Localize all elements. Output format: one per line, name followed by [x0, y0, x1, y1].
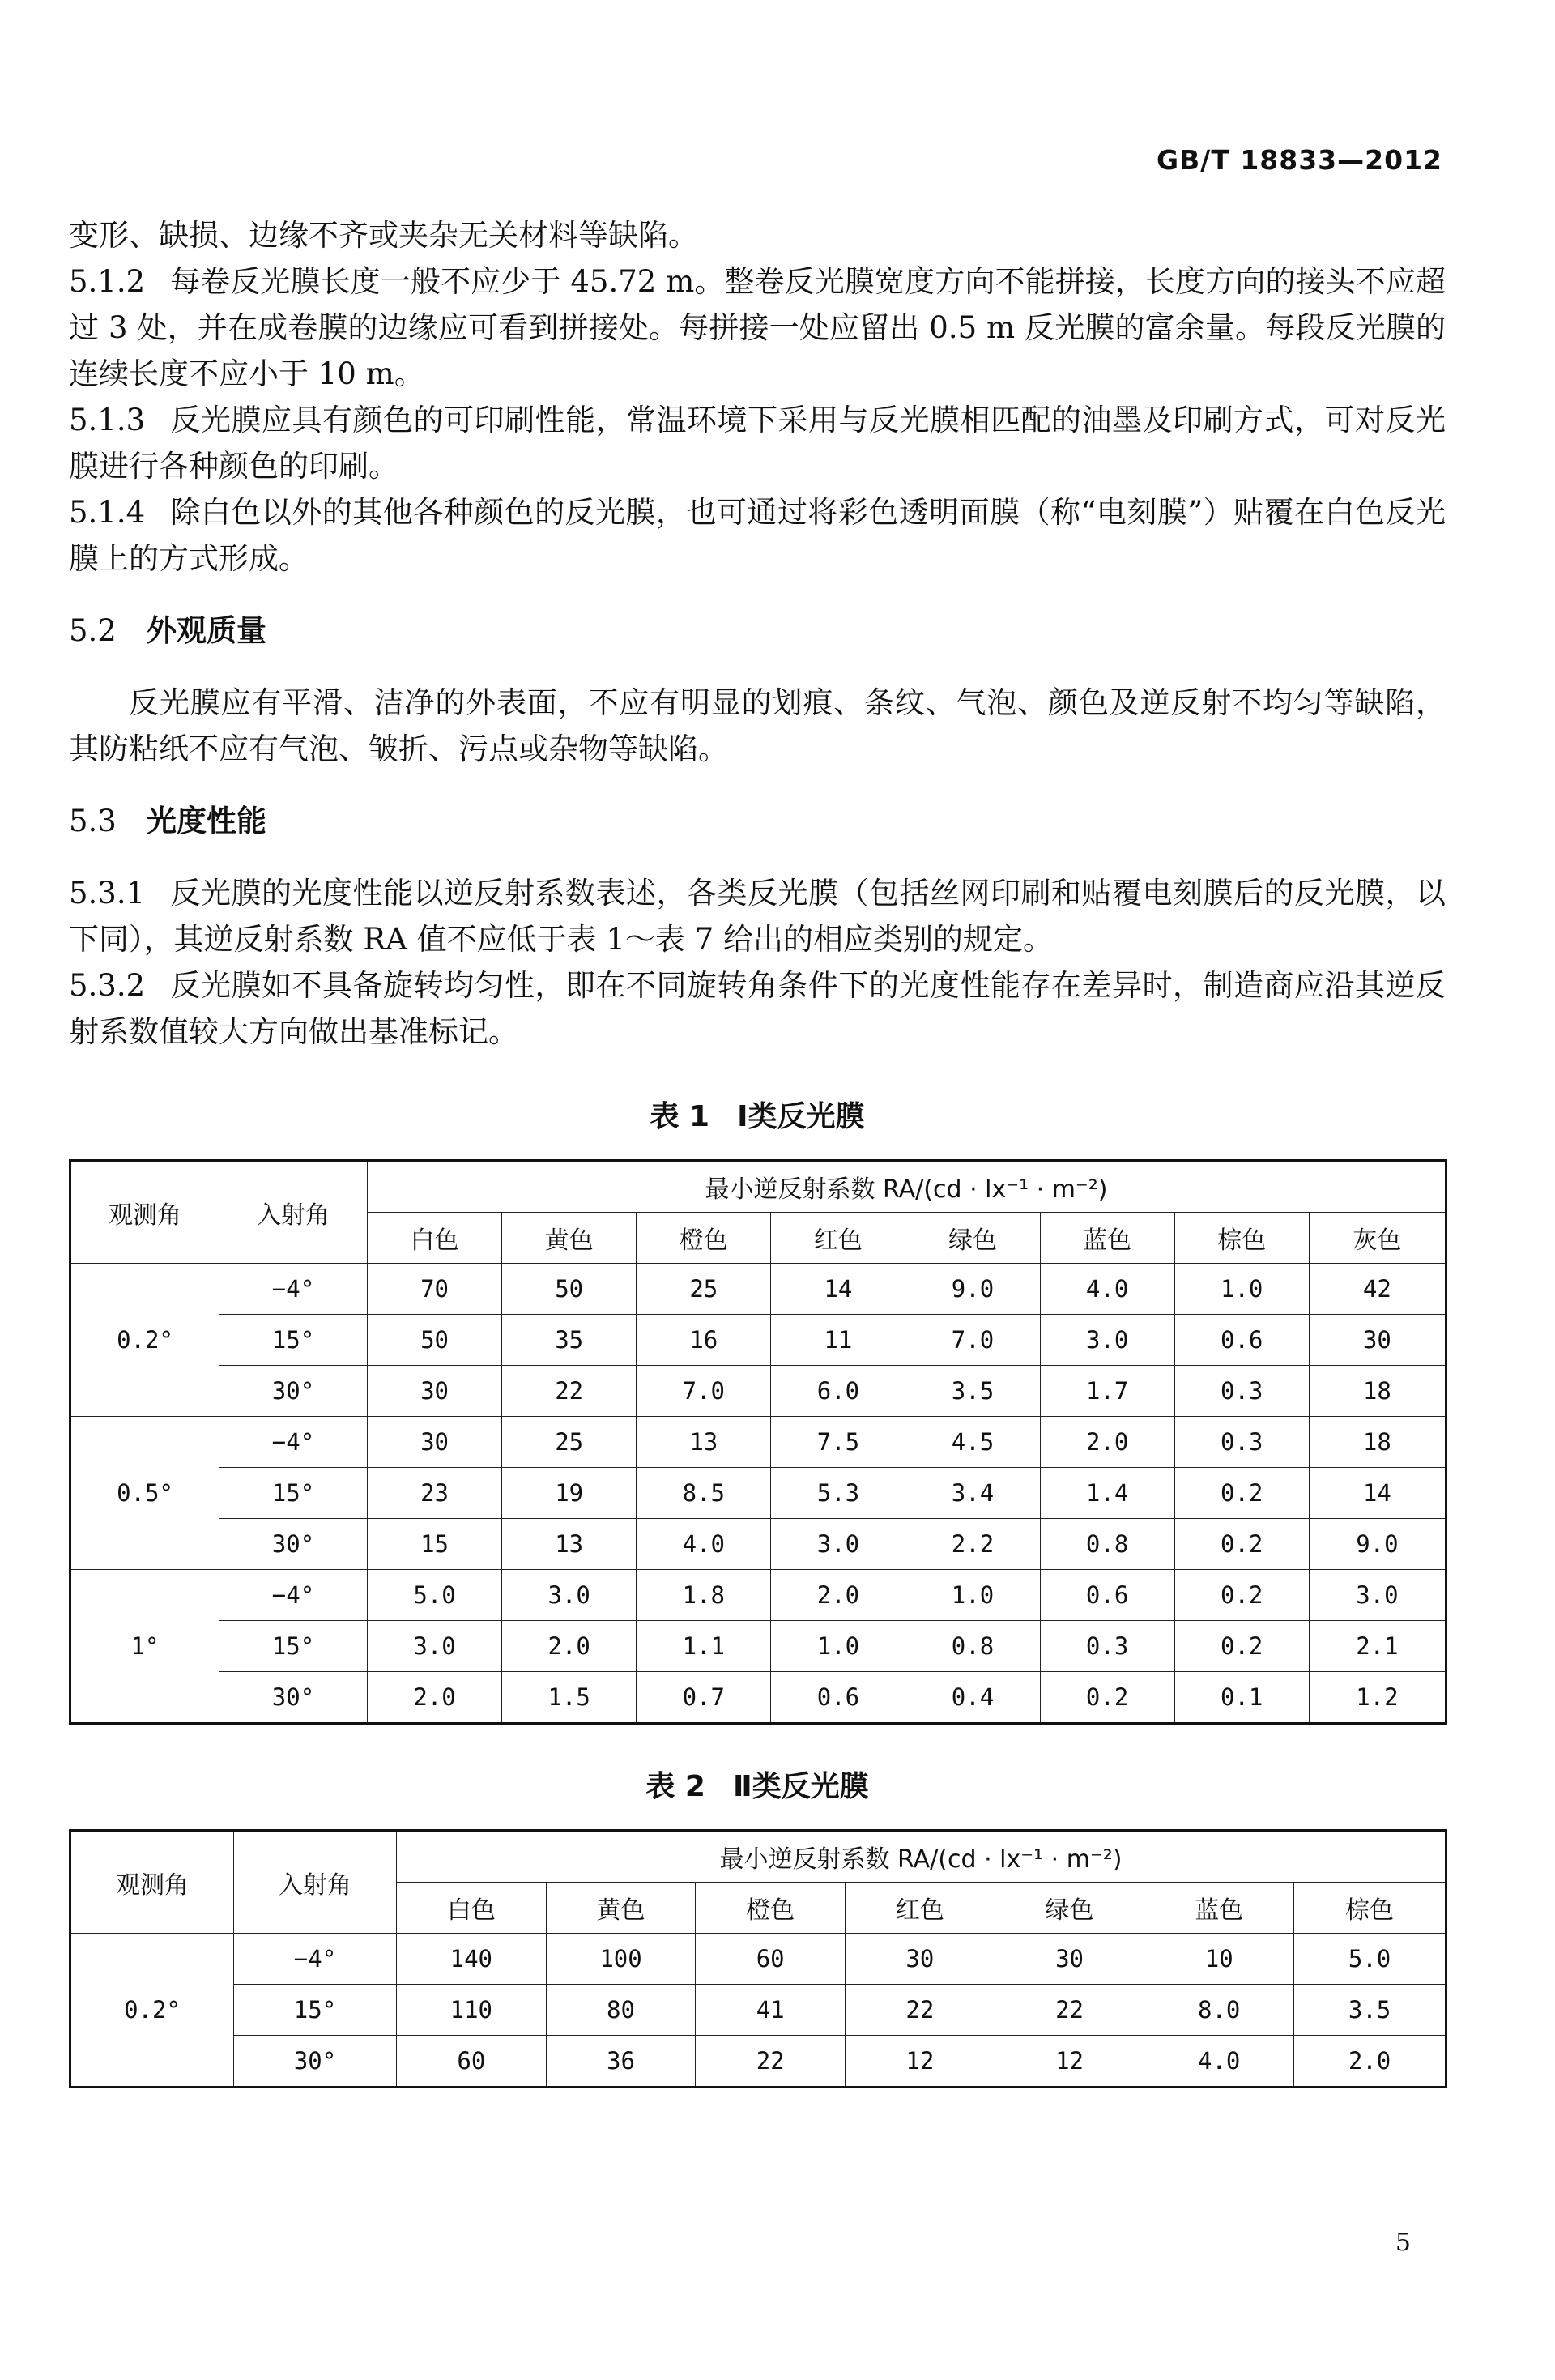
value-cell: 18 [1309, 1417, 1446, 1468]
header-color: 橙色 [637, 1213, 771, 1264]
value-cell: 80 [546, 1985, 696, 2036]
value-cell: 7.0 [637, 1366, 771, 1417]
header-color: 黄色 [502, 1213, 637, 1264]
value-cell: 6.0 [771, 1366, 905, 1417]
value-cell: 9.0 [1309, 1519, 1446, 1570]
value-cell: 1.0 [771, 1621, 905, 1672]
value-cell: 3.0 [1309, 1570, 1446, 1621]
value-cell: 0.8 [1040, 1519, 1174, 1570]
incidence-angle-cell: 30° [219, 1366, 368, 1417]
value-cell: 2.2 [905, 1519, 1040, 1570]
value-cell: 22 [696, 2036, 846, 2088]
value-cell: 12 [995, 2036, 1144, 2088]
value-cell: 2.0 [1294, 2036, 1446, 2088]
section-number: 5.2 [69, 613, 117, 648]
value-cell: 100 [546, 1934, 696, 1985]
value-cell: 3.0 [502, 1570, 637, 1621]
incidence-angle-cell: 15° [219, 1621, 368, 1672]
table-number: 表 1 [650, 1100, 710, 1133]
clause-5-1-3 [69, 397, 1446, 489]
section-heading-5-2 [69, 608, 1446, 654]
value-cell: 14 [771, 1264, 905, 1315]
page-body [69, 212, 1446, 2088]
table-number: 表 2 [645, 1770, 705, 1803]
header-incidence-angle: 入射角 [219, 1161, 368, 1264]
value-cell: 1.2 [1309, 1672, 1446, 1724]
clause-text: 每卷反光膜长度一般不应少于 45.72 m。整卷反光膜宽度方向不能拼接，长度方向的接头不应超过 3 处，并在成卷膜的边缘应可看到拼接处。每拼接一处应留出 0.5 m 反光膜的富余量。每段反光膜的连续长度不应小于 10 m。 [69, 264, 1446, 391]
value-cell: 1.5 [502, 1672, 637, 1724]
section-5-2-body: 反光膜应有平滑、洁净的外表面，不应有明显的划痕、条纹、气泡、颜色及逆反射不均匀等缺陷，其防粘纸不应有气泡、皱折、污点或杂物等缺陷。 [69, 685, 1446, 766]
incidence-angle-cell: −4° [219, 1417, 368, 1468]
value-cell: 1.0 [905, 1570, 1040, 1621]
clause-text: 除白色以外的其他各种颜色的反光膜，也可通过将彩色透明面膜（称“电刻膜”）贴覆在白色反光膜上的方式形成。 [69, 495, 1446, 576]
value-cell: 12 [846, 2036, 995, 2088]
incidence-angle-cell: 30° [234, 2036, 397, 2088]
page-number: 5 [1395, 2229, 1411, 2257]
value-cell: 1.8 [637, 1570, 771, 1621]
value-cell: 19 [502, 1468, 637, 1519]
value-cell: 23 [368, 1468, 502, 1519]
value-cell: 5.0 [368, 1570, 502, 1621]
incidence-angle-cell: 15° [234, 1985, 397, 2036]
value-cell: 0.2 [1174, 1468, 1309, 1519]
incidence-angle-cell: −4° [234, 1934, 397, 1985]
table-row [70, 1985, 1446, 2036]
incidence-angle-cell: 15° [219, 1468, 368, 1519]
table-row [70, 1672, 1446, 1724]
value-cell: 41 [696, 1985, 846, 2036]
value-cell: 30 [846, 1934, 995, 1985]
standard-number: GB/T 18833—2012 [1157, 144, 1442, 176]
incidence-angle-cell: −4° [219, 1570, 368, 1621]
header-color: 棕色 [1174, 1213, 1309, 1264]
value-cell: 3.0 [1040, 1315, 1174, 1366]
header-min-retroreflection: 最小逆反射系数 RA/(cd · lx⁻¹ · m⁻²) [368, 1161, 1446, 1213]
header-color: 白色 [368, 1213, 502, 1264]
value-cell: 22 [846, 1985, 995, 2036]
section-title: 光度性能 [147, 804, 266, 838]
table-1-caption [69, 1094, 1446, 1135]
value-cell: 2.0 [1040, 1417, 1174, 1468]
value-cell: 11 [771, 1315, 905, 1366]
value-cell: 36 [546, 2036, 696, 2088]
value-cell: 22 [502, 1366, 637, 1417]
clause-number: 5.1.2 [69, 264, 146, 299]
value-cell: 50 [502, 1264, 637, 1315]
header-color: 绿色 [995, 1883, 1144, 1934]
value-cell: 0.3 [1040, 1621, 1174, 1672]
clause-number: 5.3.1 [69, 876, 146, 911]
value-cell: 70 [368, 1264, 502, 1315]
incidence-angle-cell: 30° [219, 1519, 368, 1570]
value-cell: 4.5 [905, 1417, 1040, 1468]
value-cell: 0.3 [1174, 1417, 1309, 1468]
value-cell: 22 [995, 1985, 1144, 2036]
clause-text: 反光膜如不具备旋转均匀性，即在不同旋转角条件下的光度性能存在差异时，制造商应沿其逆反射系数值较大方向做出基准标记。 [69, 968, 1446, 1049]
value-cell: 9.0 [905, 1264, 1040, 1315]
value-cell: 16 [637, 1315, 771, 1366]
value-cell: 0.4 [905, 1672, 1040, 1724]
value-cell: 0.7 [637, 1672, 771, 1724]
value-cell: 0.2 [1174, 1621, 1309, 1672]
section-title: 外观质量 [147, 613, 266, 648]
value-cell: 18 [1309, 1366, 1446, 1417]
value-cell: 3.0 [771, 1519, 905, 1570]
value-cell: 5.0 [1294, 1934, 1446, 1985]
clause-text: 反光膜的光度性能以逆反射系数表述，各类反光膜（包括丝网印刷和贴覆电刻膜后的反光膜，以下同），其逆反射系数 RA 值不应低于表 1～表 7 给出的相应类别的规定。 [69, 876, 1446, 957]
table-row [70, 1468, 1446, 1519]
observation-angle-cell: 0.2° [70, 1934, 234, 2088]
value-cell: 0.8 [905, 1621, 1040, 1672]
value-cell: 3.4 [905, 1468, 1040, 1519]
value-cell: 35 [502, 1315, 637, 1366]
value-cell: 1.1 [637, 1621, 771, 1672]
value-cell: 30 [1309, 1315, 1446, 1366]
paragraph-continuation: 变形、缺损、边缘不齐或夹杂无关材料等缺陷。 [69, 218, 698, 253]
clause-5-3-1 [69, 870, 1446, 962]
clause-text: 反光膜应具有颜色的可印刷性能，常温环境下采用与反光膜相匹配的油墨及印刷方式，可对反光膜进行各种颜色的印刷。 [69, 403, 1446, 484]
value-cell: 5.3 [771, 1468, 905, 1519]
header-color: 灰色 [1309, 1213, 1446, 1264]
value-cell: 3.0 [368, 1621, 502, 1672]
table-header-row [70, 1161, 1446, 1213]
header-observation-angle: 观测角 [70, 1831, 234, 1934]
value-cell: 8.5 [637, 1468, 771, 1519]
table-header-row [70, 1831, 1446, 1883]
value-cell: 1.0 [1174, 1264, 1309, 1315]
clause-5-1-2 [69, 258, 1446, 397]
header-color: 白色 [397, 1883, 547, 1934]
table-2-caption [69, 1764, 1446, 1805]
value-cell: 0.2 [1174, 1570, 1309, 1621]
table-row [70, 1264, 1446, 1315]
observation-angle-cell: 0.2° [70, 1264, 219, 1417]
table-title: Ⅱ类反光膜 [732, 1770, 869, 1803]
header-observation-angle: 观测角 [70, 1161, 219, 1264]
observation-angle-cell: 1° [70, 1570, 219, 1724]
value-cell: 4.0 [1144, 2036, 1294, 2088]
header-min-retroreflection: 最小逆反射系数 RA/(cd · lx⁻¹ · m⁻²) [397, 1831, 1446, 1883]
header-color: 蓝色 [1040, 1213, 1174, 1264]
clause-5-3-2 [69, 962, 1446, 1055]
table-title: Ⅰ类反光膜 [737, 1100, 865, 1133]
value-cell: 1.7 [1040, 1366, 1174, 1417]
value-cell: 3.5 [1294, 1985, 1446, 2036]
table-row [70, 2036, 1446, 2088]
value-cell: 30 [368, 1366, 502, 1417]
section-number: 5.3 [69, 804, 117, 838]
value-cell: 15 [368, 1519, 502, 1570]
table-row [70, 1519, 1446, 1570]
header-color: 棕色 [1294, 1883, 1446, 1934]
value-cell: 140 [397, 1934, 547, 1985]
incidence-angle-cell: 30° [219, 1672, 368, 1724]
value-cell: 13 [502, 1519, 637, 1570]
value-cell: 30 [368, 1417, 502, 1468]
value-cell: 110 [397, 1985, 547, 2036]
value-cell: 0.1 [1174, 1672, 1309, 1724]
table-row [70, 1315, 1446, 1366]
value-cell: 30 [995, 1934, 1144, 1985]
value-cell: 8.0 [1144, 1985, 1294, 2036]
header-incidence-angle: 入射角 [234, 1831, 397, 1934]
value-cell: 25 [637, 1264, 771, 1315]
value-cell: 13 [637, 1417, 771, 1468]
value-cell: 50 [368, 1315, 502, 1366]
header-color: 绿色 [905, 1213, 1040, 1264]
value-cell: 25 [502, 1417, 637, 1468]
clause-number: 5.3.2 [69, 968, 146, 1003]
value-cell: 4.0 [637, 1519, 771, 1570]
header-color: 红色 [771, 1213, 905, 1264]
value-cell: 0.2 [1040, 1672, 1174, 1724]
table-row [70, 1621, 1446, 1672]
value-cell: 0.6 [1174, 1315, 1309, 1366]
header-color: 蓝色 [1144, 1883, 1294, 1934]
table-2 [69, 1829, 1447, 2088]
value-cell: 2.1 [1309, 1621, 1446, 1672]
value-cell: 0.6 [1040, 1570, 1174, 1621]
table-row [70, 1366, 1446, 1417]
value-cell: 14 [1309, 1468, 1446, 1519]
header-color: 橙色 [696, 1883, 846, 1934]
value-cell: 42 [1309, 1264, 1446, 1315]
table-row [70, 1570, 1446, 1621]
header-color: 黄色 [546, 1883, 696, 1934]
table-row [70, 1417, 1446, 1468]
value-cell: 2.0 [771, 1570, 905, 1621]
section-heading-5-3 [69, 798, 1446, 844]
table-1 [69, 1159, 1447, 1725]
value-cell: 7.0 [905, 1315, 1040, 1366]
table-row [70, 1934, 1446, 1985]
value-cell: 10 [1144, 1934, 1294, 1985]
value-cell: 0.6 [771, 1672, 905, 1724]
value-cell: 7.5 [771, 1417, 905, 1468]
clause-number: 5.1.4 [69, 495, 146, 530]
value-cell: 3.5 [905, 1366, 1040, 1417]
header-color: 红色 [846, 1883, 995, 1934]
value-cell: 2.0 [502, 1621, 637, 1672]
value-cell: 0.3 [1174, 1366, 1309, 1417]
value-cell: 2.0 [368, 1672, 502, 1724]
value-cell: 60 [696, 1934, 846, 1985]
clause-number: 5.1.3 [69, 403, 146, 437]
incidence-angle-cell: −4° [219, 1264, 368, 1315]
clause-5-1-4 [69, 489, 1446, 582]
value-cell: 60 [397, 2036, 547, 2088]
value-cell: 0.2 [1174, 1519, 1309, 1570]
value-cell: 4.0 [1040, 1264, 1174, 1315]
observation-angle-cell: 0.5° [70, 1417, 219, 1570]
value-cell: 1.4 [1040, 1468, 1174, 1519]
incidence-angle-cell: 15° [219, 1315, 368, 1366]
